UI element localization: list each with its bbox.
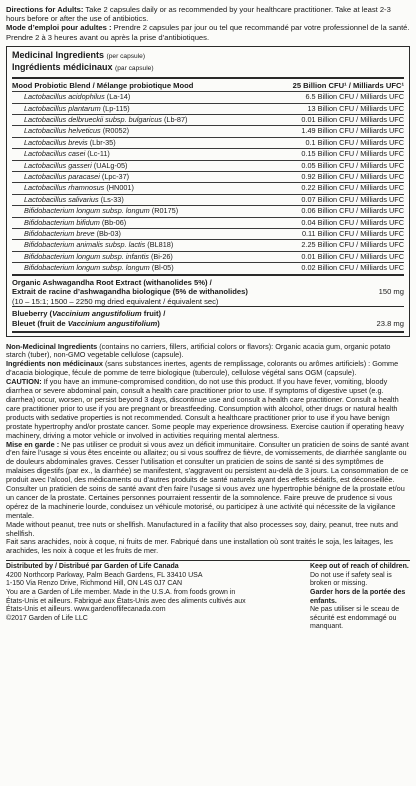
strain-value: 6.5 Billion CFU / Milliards UFC xyxy=(305,92,404,102)
strain-value: 13 Billion CFU / Milliards UFC xyxy=(307,103,404,113)
strain-code: (La-14) xyxy=(106,92,131,102)
keep-en-1: Keep out of reach of children. xyxy=(310,563,409,571)
non-medicinal-en-text: (contains no carriers, fillers, artificial colors or flavors): Organic acacia gum, organic potato starch (tuber), non-GMO vegetable cellulose (capsule). xyxy=(6,341,391,360)
strain-name xyxy=(24,229,121,239)
directions-fr-label: Mode d’emploi pour adultes : xyxy=(6,23,112,33)
blend-total: 25 Billion CFU¹ / Milliards UFC¹ xyxy=(292,80,404,90)
strain-species: Lactobacillus rhamnosus xyxy=(24,183,105,193)
strain-row xyxy=(12,194,404,205)
blueberry-amount: 23.8 mg xyxy=(376,318,404,328)
caution-en xyxy=(6,378,410,440)
distributor-label: Distributed by / Distribué par Garden of Life Canada xyxy=(6,563,179,571)
divider xyxy=(6,560,410,561)
blueberry-line1-a: Blueberry ( xyxy=(12,309,53,319)
strain-code: (BL818) xyxy=(147,240,174,250)
strain-species: Bifidobacterium breve xyxy=(24,229,95,238)
strain-species: Bifidobacterium longum subsp. infantis xyxy=(24,251,149,261)
safety-block xyxy=(310,563,410,632)
strain-name xyxy=(24,172,129,182)
ashwagandha-line3: (10 – 15:1; 1500 – 2250 mg dried equivalent / équivalent sec) xyxy=(12,296,219,306)
strain-code: (Lc-11) xyxy=(87,149,110,159)
blueberry-row xyxy=(12,306,404,329)
strain-row xyxy=(12,137,404,148)
address-line3: You are a Garden of Life member. Made in the U.S.A. from foods grown in xyxy=(6,589,236,597)
strain-species: Lactobacillus delbrueckii subsp. bulgaricus xyxy=(24,115,162,125)
directions xyxy=(6,5,410,42)
strain-row xyxy=(12,182,404,193)
blueberry-line2-b: ) xyxy=(157,318,160,328)
keep-fr-2: Ne pas utiliser si le sceau de sécurité est endommagé ou manquant. xyxy=(310,606,400,631)
address-line5: États-Unis et ailleurs. www.gardenoflifecanada.com xyxy=(6,606,166,614)
strain-value: 0.01 Billion CFU / Milliards UFC xyxy=(301,115,404,125)
ingredients-panel xyxy=(6,46,410,337)
strain-row xyxy=(12,171,404,182)
strain-species: Lactobacillus casei xyxy=(24,149,86,159)
strain-value: 0.04 Billion CFU / Milliards UFC xyxy=(301,217,404,227)
strain-species: Lactobacillus plantarum xyxy=(24,103,101,113)
ashwagandha-line1: Organic Ashwagandha Root Extract (withanolides 5%) / xyxy=(12,277,212,287)
caution-en-label: CAUTION: xyxy=(6,377,42,387)
strain-name xyxy=(24,126,129,136)
distributor-block xyxy=(6,563,306,632)
non-medicinal-fr-label: Ingrédients non médicinaux xyxy=(6,359,103,369)
strain-name xyxy=(24,252,173,262)
strain-value: 0.06 Billion CFU / Milliards UFC xyxy=(301,206,404,216)
blueberry-line2-a: Bleuet (fruit de xyxy=(12,318,68,328)
strain-code: (Bi-26) xyxy=(150,251,173,261)
strain-list xyxy=(12,91,404,273)
ingredients-title-fr-note: (par capsule) xyxy=(115,65,154,73)
strain-row xyxy=(12,262,404,273)
caution-fr-label: Mise en garde : xyxy=(6,439,60,449)
directions-fr-text: Prendre 2 capsules par jour ou tel que recommandé par votre professionnel de la santé. Prendre 2 à 3 heures avant ou après la prise d’antibiotiques. xyxy=(6,23,410,42)
strain-species: Bifidobacterium animalis subsp. lactis xyxy=(24,240,146,250)
strain-name xyxy=(24,206,178,216)
address-line2: 1-150 Via Renzo Drive, Richmond Hill, ON L4S 0J7 CAN xyxy=(6,580,183,588)
strain-code: (Bl-05) xyxy=(151,263,174,273)
strain-code: (Bb-03) xyxy=(96,229,121,238)
strain-code: (Lb-87) xyxy=(163,115,188,125)
strain-value: 0.92 Billion CFU / Milliards UFC xyxy=(301,172,404,182)
strain-value: 0.11 Billion CFU / Milliards UFC xyxy=(301,229,404,238)
strain-row xyxy=(12,205,404,216)
ingredients-title-fr-text: Ingrédients médicinaux xyxy=(12,62,113,73)
strain-code: (Lpc-37) xyxy=(101,172,130,182)
strain-species: Bifidobacterium longum subsp. longum xyxy=(24,263,150,273)
strain-species: Bifidobacterium bifidum xyxy=(24,217,100,227)
strain-code: (HN001) xyxy=(106,183,134,193)
strain-row xyxy=(12,251,404,262)
strain-name xyxy=(24,161,127,171)
ashwagandha-line2: Extrait de racine d’ashwagandha biologique (5% de withanolides) xyxy=(12,287,248,297)
strain-name xyxy=(24,195,124,205)
caution-en-text: If you have an immune-compromised condition, do not use this product. If you have fever, vomiting, bloody diarrhea or severe abdominal pain, consult a health care practitioner prior to use. If symptoms of digestive upset (e.g. diarrhea) occur, worsen, or persist beyond 3 days, discontinue use and consult a health care practitioner. Consult a health care practitioner prior to use if you are pregnant or breastfeeding. Consumption with alcohol, other drugs or natural health products with sedative properties is not recommended. Consult a healthcare practitioner prior to use if you have benign prostate hypertrophy and/or prostate cancer. Some people may experience drowsiness. Exercise caution if operating heavy machinery, driving a motor vehicle or involved in activities requiring mental alertness. xyxy=(6,377,404,440)
strain-name xyxy=(24,240,173,250)
copyright: ©2017 Garden of Life LLC xyxy=(6,614,88,622)
strain-name xyxy=(24,92,130,102)
divider xyxy=(12,77,404,79)
strain-row xyxy=(12,217,404,228)
strain-row xyxy=(12,114,404,125)
strain-code: (R0052) xyxy=(102,126,130,136)
strain-code: (R0175) xyxy=(151,206,179,216)
address-line1: 4200 Northcorp Parkway, Palm Beach Gardens, FL 33410 USA xyxy=(6,571,203,579)
directions-en-text: Take 2 capsules daily or as recommended by your healthcare practitioner. Take at least 2-3 hours before or after the use of antibiotics. xyxy=(6,5,391,24)
non-medicinal-fr-text: (sans substances inertes, agents de remplissage, colorants ou arômes artificiels) : Gomme d’acacia biologique, fécule de pomme de terre biologique (tubercule), cellulose végétal sans OGM (capsule). xyxy=(6,359,399,378)
non-medicinal-en-label: Non-Medicinal Ingredients xyxy=(6,341,98,351)
blueberry-line1 xyxy=(12,309,404,319)
strain-value: 0.05 Billion CFU / Milliards UFC xyxy=(301,160,404,170)
strain-value: 0.01 Billion CFU / Milliards UFC xyxy=(301,251,404,261)
strain-value: 1.49 Billion CFU / Milliards UFC xyxy=(301,126,404,136)
non-medicinal-fr xyxy=(6,360,410,378)
allergen-en: Made without peanut, tree nuts or shellfish. Manufactured in a facility that also processes soy, dairy, peanut, tree nuts and shellfish. xyxy=(6,519,398,538)
strain-row xyxy=(12,160,404,171)
strain-row xyxy=(12,91,404,102)
blueberry-line1-italic: Vaccinium angustifolium xyxy=(52,309,142,319)
ashwagandha-row xyxy=(12,274,404,307)
strain-value: 0.1 Billion CFU / Milliards UFC xyxy=(305,137,404,147)
strain-name xyxy=(24,263,174,273)
caution-fr xyxy=(6,441,410,521)
strain-name xyxy=(24,138,116,148)
strain-row xyxy=(12,148,404,159)
strain-species: Lactobacillus brevis xyxy=(24,137,88,147)
strain-species: Lactobacillus salivarius xyxy=(24,194,99,204)
keep-fr-1: Garder hors de la portée des enfants. xyxy=(310,589,406,605)
strain-row xyxy=(12,239,404,250)
strain-code: (Ls-33) xyxy=(100,194,124,204)
strain-value: 0.02 Billion CFU / Milliards UFC xyxy=(301,263,404,273)
label-body xyxy=(6,343,410,557)
strain-name xyxy=(24,104,130,114)
strain-species: Lactobacillus gasseri xyxy=(24,160,92,170)
strain-name xyxy=(24,149,110,159)
strain-value: 2.25 Billion CFU / Milliards UFC xyxy=(301,240,404,250)
keep-en-2: Do not use if safety seal is broken or missing. xyxy=(310,571,392,588)
strain-name xyxy=(24,183,134,193)
strain-code: (UALg-05) xyxy=(93,160,128,170)
strain-name xyxy=(24,115,187,125)
directions-en-label: Directions for Adults: xyxy=(6,5,84,14)
caution-fr-text: Ne pas utiliser ce produit si vous avez un déficit immunitaire. Consulter un praticien de soins de santé avant d’en faire l’usage si vous êtes enceinte ou allaitez; ou si vous souffrez de fièvre, de vomissements, de diarrhée sanglante ou de douleurs abdominales graves. Cesser l’utilisation et consulter un praticien de soins de santé si des symptômes de malaises digestifs (par ex., la diarrhée) se manifestent, s’aggravent ou persistent au-delà de 3 jours. La consommation de ce produit avec l’alcool, des médicaments ou d’autres produits de santé naturels ayant des effets sédatifs, est déconseillée. Consulter un praticien de soins de santé avant d’en faire l’usage si vous avez une hypertrophie bénigne de la prostate et/ou un cancer de la prostate. Certaines personnes pourraient ressentir de la somnolence. Faire preuve de prudence si vous opérez de la machinerie lourde, conduisez un véhicule motorisé, ou participez à une activité qui nécessite de la vigilance mentale. xyxy=(6,439,409,520)
strain-species: Lactobacillus acidophilus xyxy=(24,92,105,102)
strain-code: (Lp-115) xyxy=(102,103,130,113)
strain-species: Lactobacillus helveticus xyxy=(24,126,101,136)
strain-row xyxy=(12,125,404,136)
strain-code: (Bb-06) xyxy=(101,217,127,227)
allergen-fr: Fait sans arachides, noix à coque, ni fruits de mer. Fabriqué dans une installation où sont traités le soja, les laitages, les arachides, les noix à coque et les fruits de mer. xyxy=(6,537,393,556)
strain-value: 0.22 Billion CFU / Milliards UFC xyxy=(301,183,404,193)
ingredients-title-fr xyxy=(12,62,404,75)
strain-species: Lactobacillus paracasei xyxy=(24,172,100,182)
strain-value: 0.07 Billion CFU / Milliards UFC xyxy=(301,194,404,204)
blueberry-line2 xyxy=(12,319,160,329)
blueberry-line2-italic: Vaccinium angustifolium xyxy=(67,318,158,328)
blend-header xyxy=(12,81,404,92)
strain-row xyxy=(12,228,404,239)
strain-value: 0.15 Billion CFU / Milliards UFC xyxy=(301,149,404,159)
blend-name: Mood Probiotic Blend / Mélange probiotique Mood xyxy=(12,80,194,90)
strain-code: (Lbr-35) xyxy=(89,137,116,147)
non-medicinal-en xyxy=(6,343,410,361)
address-line4: États-Unis et ailleurs. Fabriqué aux États-Unis avec des aliments cultivés aux xyxy=(6,597,246,605)
ashwagandha-amount: 150 mg xyxy=(378,287,404,297)
ingredients-title-en xyxy=(12,50,404,63)
blueberry-line1-b: fruit) / xyxy=(141,309,166,319)
ingredients-title-en-text: Medicinal Ingredients xyxy=(12,49,105,60)
ingredients-title-en-note: (per capsule) xyxy=(106,52,146,60)
strain-row xyxy=(12,103,404,114)
divider xyxy=(12,331,404,333)
strain-species: Bifidobacterium longum subsp. longum xyxy=(24,206,150,216)
strain-name xyxy=(24,218,126,228)
footer xyxy=(6,563,410,632)
